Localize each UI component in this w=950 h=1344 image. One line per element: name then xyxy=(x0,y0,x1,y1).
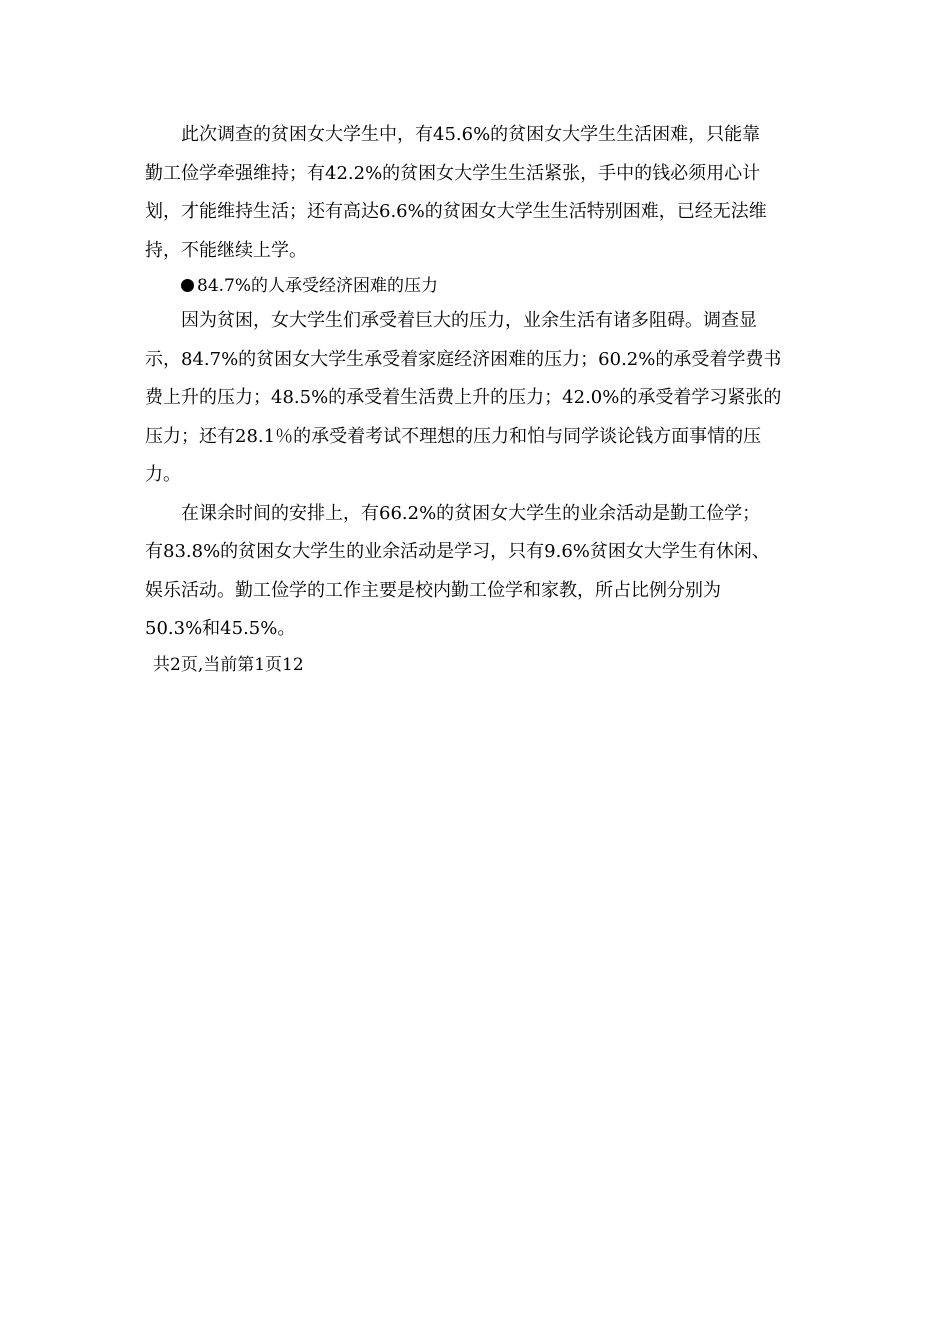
bullet-heading-text: 84.7%的人承受经济困难的压力 xyxy=(197,276,439,296)
text-line: 娱乐活动。勤工俭学的工作主要是校内勤工俭学和家教，所占比例分别为 xyxy=(145,579,721,601)
paragraph-pressure xyxy=(145,302,805,495)
text-line: 费上升的压力；48.5%的承受着生活费上升的压力；42.0%的承受着学习紧张的 xyxy=(145,387,782,408)
bullet-heading xyxy=(145,270,805,302)
text-line: 在课余时间的安排上，有66.2%的贫困女大学生的业余活动是勤工俭学； xyxy=(181,502,761,524)
text-line: 示，84.7%的贫困女大学生承受着家庭经济困难的压力；60.2%的承受着学费书 xyxy=(145,348,782,370)
paragraph-spare-time xyxy=(145,495,805,649)
paragraph-survey-overview xyxy=(145,116,805,270)
text-line: 勤工俭学牵强维持；有42.2%的贫困女大学生生活紧张，手中的钱必须用心计 xyxy=(145,162,761,184)
text-line: 划，才能维持生活；还有高达6.6%的贫困女大学生生活特别困难，已经无法维 xyxy=(145,201,767,222)
text-line: 压力；还有28.1％的承受着考试不理想的压力和怕与同学谈论钱方面事情的压 xyxy=(145,425,762,447)
page-indicator: 共2页,当前第1页12 xyxy=(153,654,304,675)
document-body xyxy=(145,116,805,681)
bullet-dot-icon xyxy=(181,279,194,292)
text-line: 有83.8%的贫困女大学生的业余活动是学习，只有9.6%贫困女大学生有休闲、 xyxy=(145,541,770,562)
text-line: 力。 xyxy=(145,464,181,485)
text-line: 持，不能继续上学。 xyxy=(145,239,307,261)
text-line: 此次调查的贫困女大学生中，有45.6%的贫困女大学生生活困难，只能靠 xyxy=(181,124,761,145)
text-line: 50.3%和45.5%。 xyxy=(145,618,296,639)
text-line: 因为贫困，女大学生们承受着巨大的压力，业余生活有诸多阻碍。调查显 xyxy=(181,310,757,331)
